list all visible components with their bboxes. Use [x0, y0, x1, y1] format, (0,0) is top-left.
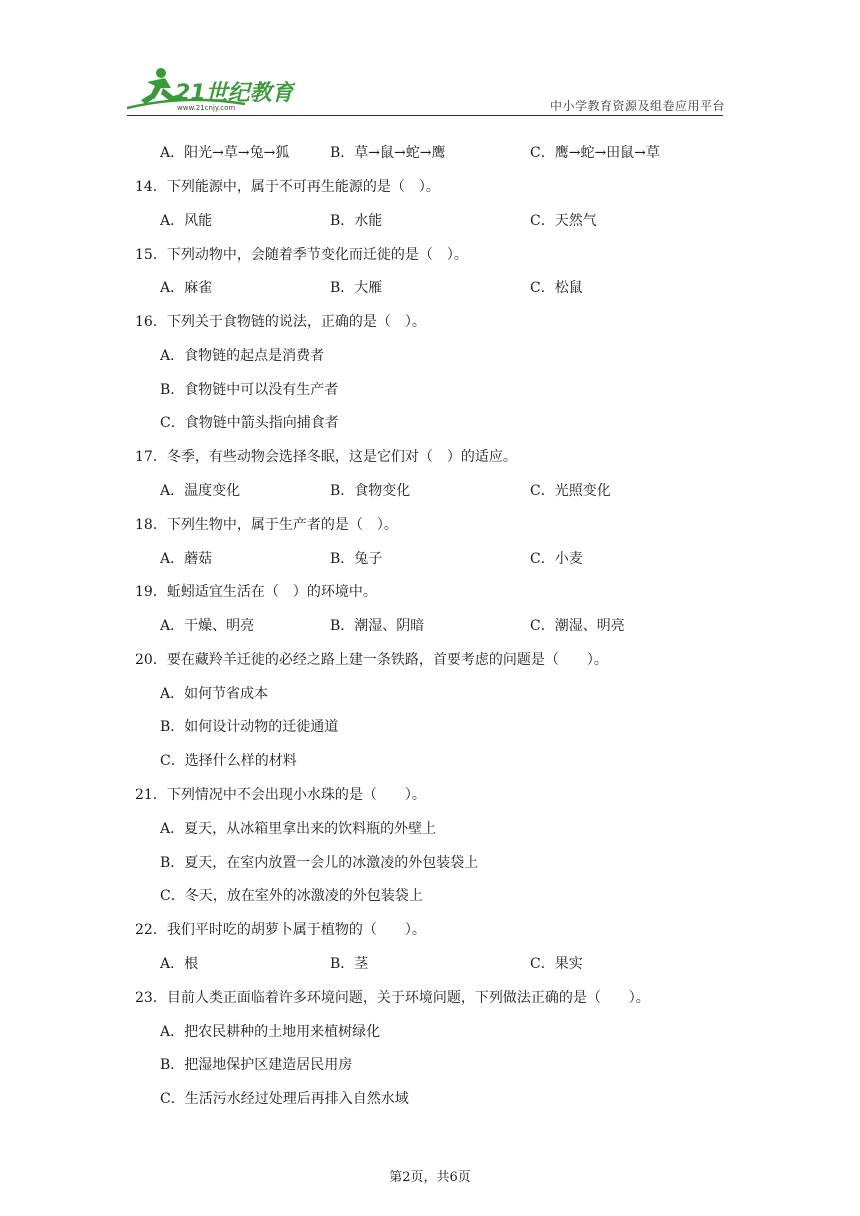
option-c[interactable]: C．鹰→蛇→田鼠→草: [530, 145, 660, 161]
question-20: 20．要在藏羚羊迁徙的必经之路上建一条铁路，首要考虑的问题是（ ）。: [135, 652, 608, 668]
option-c[interactable]: C．小麦: [530, 551, 583, 567]
question-22: 22．我们平时吃的胡萝卜属于植物的（ ）。: [135, 922, 426, 938]
option-b[interactable]: B．大雁: [330, 280, 383, 296]
question-14: 14．下列能源中，属于不可再生能源的是（ ）。: [135, 179, 440, 195]
option-b[interactable]: B．潮湿、阴暗: [330, 618, 425, 634]
option-a[interactable]: A．根: [160, 956, 199, 972]
question-17: 17．冬季，有些动物会选择冬眠，这是它们对（ ）的适应。: [135, 449, 517, 465]
page-number: 第2页，共6页: [389, 1170, 471, 1185]
question-21: 21．下列情况中不会出现小水珠的是（ ）。: [135, 787, 426, 803]
option-b[interactable]: B．草→鼠→蛇→鹰: [330, 145, 446, 161]
option-a[interactable]: A．把农民耕种的土地用来植树绿化: [160, 1024, 381, 1040]
question-19: 19．蚯蚓适宜生活在（ ）的环境中。: [135, 584, 377, 600]
option-c[interactable]: C．光照变化: [530, 483, 611, 499]
page-header: [0, 0, 860, 125]
question-23: 23．目前人类正面临着许多环境问题，关于环境问题，下列做法正确的是（ ）。: [135, 990, 650, 1006]
option-b[interactable]: B．茎: [330, 956, 369, 972]
option-a[interactable]: A．夏天，从冰箱里拿出来的饮料瓶的外壁上: [160, 821, 437, 837]
svg-text:21世纪教育: 21世纪教育: [175, 81, 294, 106]
option-c[interactable]: C．冬天，放在室外的冰激凌的外包装袋上: [160, 888, 423, 904]
option-c[interactable]: C．果实: [530, 956, 583, 972]
question-16: 16．下列关于食物链的说法，正确的是（ ）。: [135, 314, 426, 330]
option-a[interactable]: A．风能: [160, 213, 213, 229]
option-a[interactable]: A．干燥、明亮: [160, 618, 255, 634]
option-a[interactable]: A．温度变化: [160, 483, 241, 499]
option-c[interactable]: C．潮湿、明亮: [530, 618, 625, 634]
question-15: 15．下列动物中，会随着季节变化而迁徙的是（ ）。: [135, 247, 468, 263]
header-divider: [127, 115, 723, 116]
option-b[interactable]: B．把湿地保护区建造居民用房: [160, 1057, 353, 1073]
logo-icon: [125, 64, 295, 112]
option-b[interactable]: B．食物变化: [330, 483, 411, 499]
option-a[interactable]: A．麻雀: [160, 280, 213, 296]
option-c[interactable]: C．食物链中箭头指向捕食者: [160, 415, 339, 431]
option-b[interactable]: B．夏天，在室内放置一会儿的冰激凌的外包装袋上: [160, 855, 479, 871]
option-a[interactable]: A．食物链的起点是消费者: [160, 348, 325, 364]
question-18: 18．下列生物中，属于生产者的是（ ）。: [135, 517, 398, 533]
option-b[interactable]: B．食物链中可以没有生产者: [160, 382, 339, 398]
option-b[interactable]: B．水能: [330, 213, 383, 229]
option-b[interactable]: B．兔子: [330, 551, 383, 567]
option-c[interactable]: C．选择什么样的材料: [160, 753, 297, 769]
option-c[interactable]: C．天然气: [530, 213, 597, 229]
option-a[interactable]: A．阳光→草→兔→狐: [160, 145, 290, 161]
option-c[interactable]: C．松鼠: [530, 280, 583, 296]
option-b[interactable]: B．如何设计动物的迁徙通道: [160, 719, 339, 735]
svg-text:www.21cnjy.com: www.21cnjy.com: [177, 104, 236, 112]
platform-name: 中小学教育资源及组卷应用平台: [549, 99, 725, 113]
option-c[interactable]: C．生活污水经过处理后再排入自然水域: [160, 1091, 409, 1107]
site-logo[interactable]: [125, 64, 295, 112]
option-a[interactable]: A．如何节省成本: [160, 686, 269, 702]
option-a[interactable]: A．蘑菇: [160, 551, 213, 567]
